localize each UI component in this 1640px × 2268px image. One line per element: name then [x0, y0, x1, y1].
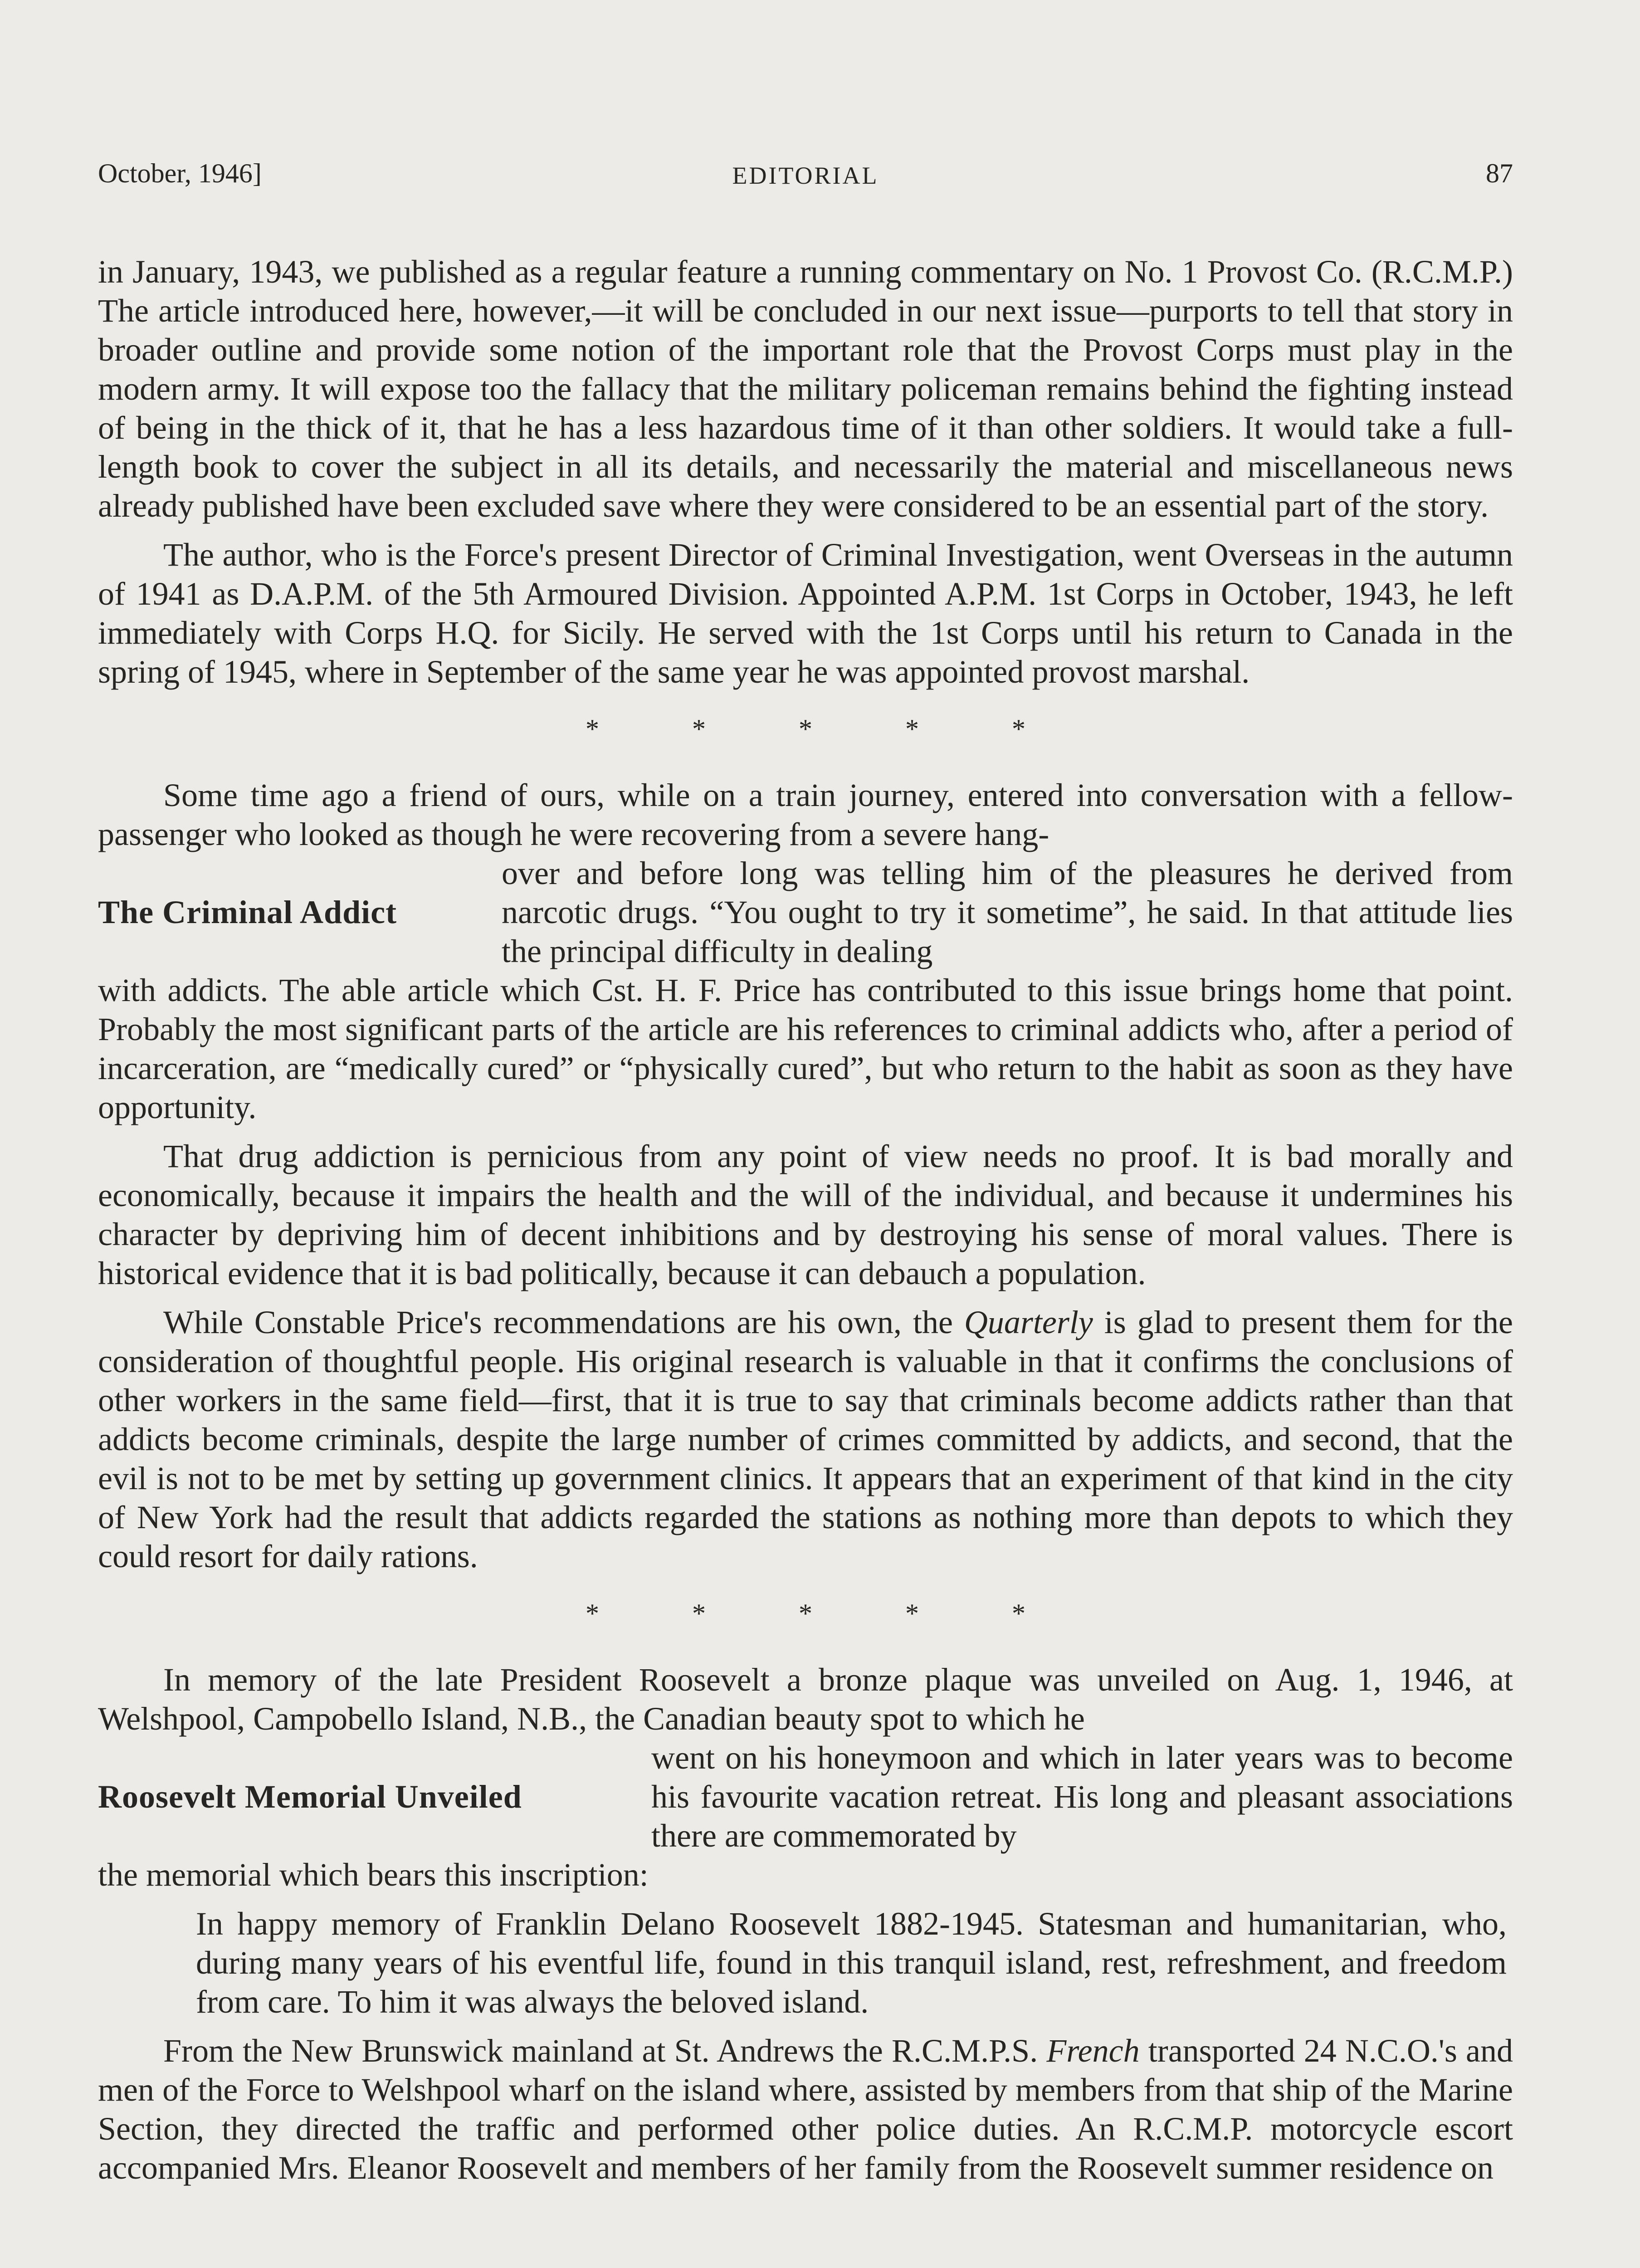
page-number: 87 [1486, 158, 1513, 188]
addict-paragraph-2: That drug addiction is pernicious from any point of view needs no proof. It is bad morally and economically, because it impairs the health and the will of the individual, and because it undermines his character by depriving him of decent inhibitions and by destroying his sense of moral values. There is historical evidence that it is bad politically, because it can debauch a population. [98, 1138, 1513, 1291]
header-section-title: EDITORIAL [732, 162, 879, 189]
roosevelt-sidehead-block [98, 1738, 1513, 1855]
roosevelt-memorial-heading: Roosevelt Memorial Unveiled [98, 1779, 522, 1815]
memorial-inscription: In happy memory of Franklin Delano Roosevelt 1882-1945. Statesman and humanitarian, who, during many years of his eventful life, found in this tranquil island, rest, refreshment, and freedom from care. To him it was always the beloved island. [196, 1906, 1507, 2020]
section-divider: * * * * * [586, 714, 1025, 744]
ship-name: French [1046, 2033, 1140, 2069]
roosevelt-p2-end: transported 24 N.C.O.'s and men of the Force to Welshpool wharf on the island where, assisted by members from that ship of the Marine Section, they directed the traffic and performed other police duties. An R.C.M.P. motorcycle escort accompanied Mrs. Eleanor Roosevelt and members of her family from the Roosevelt summer residence on [98, 2033, 1513, 2186]
roosevelt-paragraph-2 [98, 2031, 1513, 2187]
section-divider: * * * * * [586, 1598, 1025, 1628]
roosevelt-paragraph-continued: the memorial which bears this inscription: [98, 1857, 649, 1893]
header-date: October, 1946] [98, 158, 262, 188]
article-body [98, 252, 1513, 2197]
provost-paragraph-1: in January, 1943, we published as a regular feature a running commentary on No. 1 Provost Co. (R.C.M.P.) The article introduced here, however,—it will be concluded in our next issue—purports to tell that story in broader outline and provide some notion of the important role that the Provost Corps must play in the modern army. It will expose too the fallacy that the military policeman remains behind the fighting instead of being in the thick of it, that he has a less hazardous time of it than other soldiers. It would take a full-length book to cover the subject in all its details, and necessarily the material and miscellaneous news already published have been excluded save where they were considered to be an essential part of the story. [98, 254, 1513, 524]
addict-paragraph-continued: with addicts. The able article which Cst. H. F. Price has contributed to this issue brings home that point. Probably the most significant parts of the article are his references to criminal addicts who, after a period of incarceration, are “medically cured” or “physically cured”, but who return to the habit as soon as they have opportunity. [98, 972, 1513, 1125]
addict-sidehead-block [98, 854, 1513, 971]
addict-paragraph-3 [98, 1303, 1513, 1576]
roosevelt-intro: In memory of the late President Roosevelt a bronze plaque was unveiled on Aug. 1, 1946, at Welshpool, Campobello Island, N.B., the Canadian beauty spot to which he [98, 1662, 1513, 1737]
roosevelt-memorial-section [98, 1660, 1513, 2187]
roosevelt-side-text: went on his honeymoon and which in later years was to become his favourite vacation retreat. His long and pleasant associations there are commemorated by [651, 1740, 1513, 1854]
addict-p3-start: While Constable Price's recommendations are his own, the [163, 1304, 964, 1340]
addict-side-text: over and before long was telling him of the pleasures he derived from narcotic drugs. “You ought to try it sometime”, he said. In that attitude lies the principal difficulty in dealing [502, 855, 1513, 969]
criminal-addict-section [98, 776, 1513, 1576]
roosevelt-p2-start: From the New Brunswick mainland at St. Andrews the R.C.M.P.S. [163, 2033, 1047, 2069]
provost-paragraph-2: The author, who is the Force's present Director of Criminal Investigation, went Overseas in the autumn of 1941 as D.A.P.M. of the 5th Armoured Division. Appointed A.P.M. 1st Corps in October, 1943, he left immediately with Corps H.Q. for Sicily. He served with the 1st Corps until his return to Canada in the spring of 1945, where in September of the same year he was appointed provost marshal. [98, 537, 1513, 690]
addict-p3-end: is glad to present them for the consideration of thoughtful people. His original research is valuable in that it confirms the conclusions of other workers in the same field—first, that it is true to say that criminals become addicts rather than that addicts become criminals, despite the large number of crimes committed by addicts, and second, that the evil is not to be met by setting up government clinics. It appears that an experiment of that kind in the city of New York had the result that addicts regarded the stations as nothing more than depots to which they could resort for daily rations. [98, 1304, 1513, 1574]
criminal-addict-heading: The Criminal Addict [98, 894, 397, 930]
running-header [98, 158, 1513, 199]
addict-intro: Some time ago a friend of ours, while on a train journey, entered into conversation with a fellow-passenger who looked as though he were recovering from a severe hang- [98, 777, 1513, 852]
quarterly-title: Quarterly [964, 1304, 1093, 1340]
